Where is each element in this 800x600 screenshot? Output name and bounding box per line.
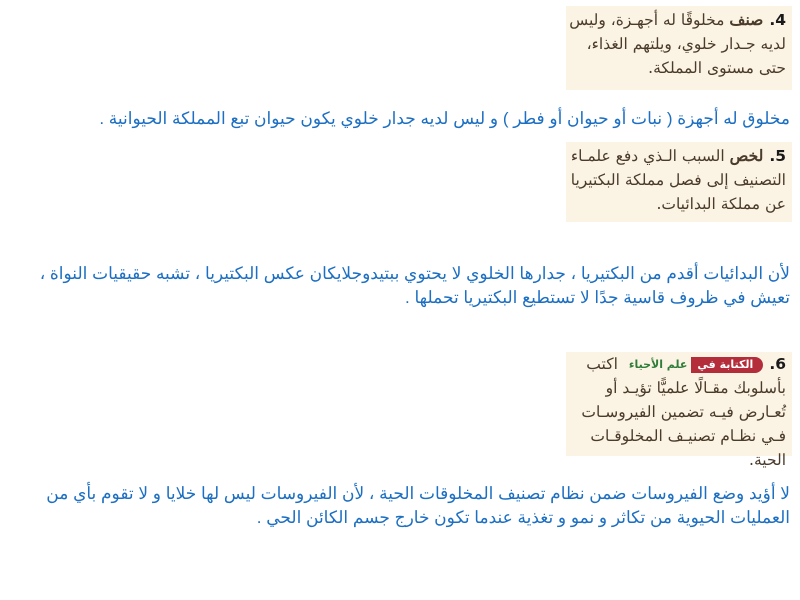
answer-5-line-1: لأن البدائيات أقدم من البكتيريا ، جدارها الخلوي لا يحتوي ببتيدوجلايكان عكس البكتيريا ، تشبه حقيقيات النواة ،	[39, 264, 790, 283]
answer-6-line-2: العمليات الحيوية من تكاثر و نمو و تغذية عندما تكون خارج جسم الكائن الحي .	[256, 508, 790, 527]
question-4-number: 4.	[769, 11, 786, 29]
question-4-box	[566, 6, 792, 90]
writing-in-biology-banner	[629, 357, 763, 373]
question-5-box	[566, 142, 792, 222]
question-5-line-1: السبب الـذي دفع علمـاء	[570, 147, 725, 165]
question-6-line-1: بأسلوبك مقـالًا علميًّا تؤيـد أو	[605, 379, 786, 397]
question-6-line-2: تُعـارض فيـه تضمين الفيروسـات	[581, 403, 786, 421]
banner-label-biology: علم الأحياء	[628, 358, 688, 371]
question-6-line-4: الحية.	[749, 451, 786, 469]
question-5-line-3: عن مملكة البدائيات.	[656, 195, 786, 213]
question-5-line-2: التصنيف إلى فصل مملكة البكتيريا	[570, 171, 786, 189]
answer-5-line-2: تعيش في ظروف قاسية جدًا لا تستطيع البكتيريا تحملها .	[405, 288, 790, 307]
question-4-line-2: لديه جـدار خلوي، ويلتهم الغذاء،	[586, 35, 786, 53]
answer-4	[8, 107, 790, 131]
question-4-first-line	[569, 8, 786, 32]
answer-5	[8, 262, 790, 310]
question-6-line-3: فـي نظـام تصنيـف المخلوقـات	[590, 427, 786, 445]
question-5-number: 5.	[769, 147, 786, 165]
banner-label-writing: الكتابة في	[691, 357, 763, 373]
question-6-box	[566, 352, 792, 469]
question-4-keyword: صنف	[729, 10, 764, 29]
question-5-keyword: لخص	[729, 146, 764, 165]
question-6-first-word: اكتب	[586, 355, 618, 373]
answer-6-line-1: لا أؤيد وضع الفيروسات ضمن نظام تصنيف المخلوقات الحية ، لأن الفيروسات ليس لها خلايا و لا تقوم بأي من	[46, 484, 790, 503]
question-6-number: 6.	[769, 355, 786, 373]
question-5-first-line	[572, 144, 786, 168]
question-6-first-line	[572, 352, 786, 376]
question-4-line-3: حتى مستوى المملكة.	[648, 59, 786, 77]
question-4-line-1: مخلوقًا له أجهـزة، وليس	[569, 11, 725, 29]
answer-6	[8, 482, 790, 530]
answer-4-line-1: مخلوق له أجهزة ( نبات أو حيوان أو فطر ) و ليس لديه جدار خلوي يكون حيوان تبع المملكة الحيوانية .	[99, 109, 790, 128]
